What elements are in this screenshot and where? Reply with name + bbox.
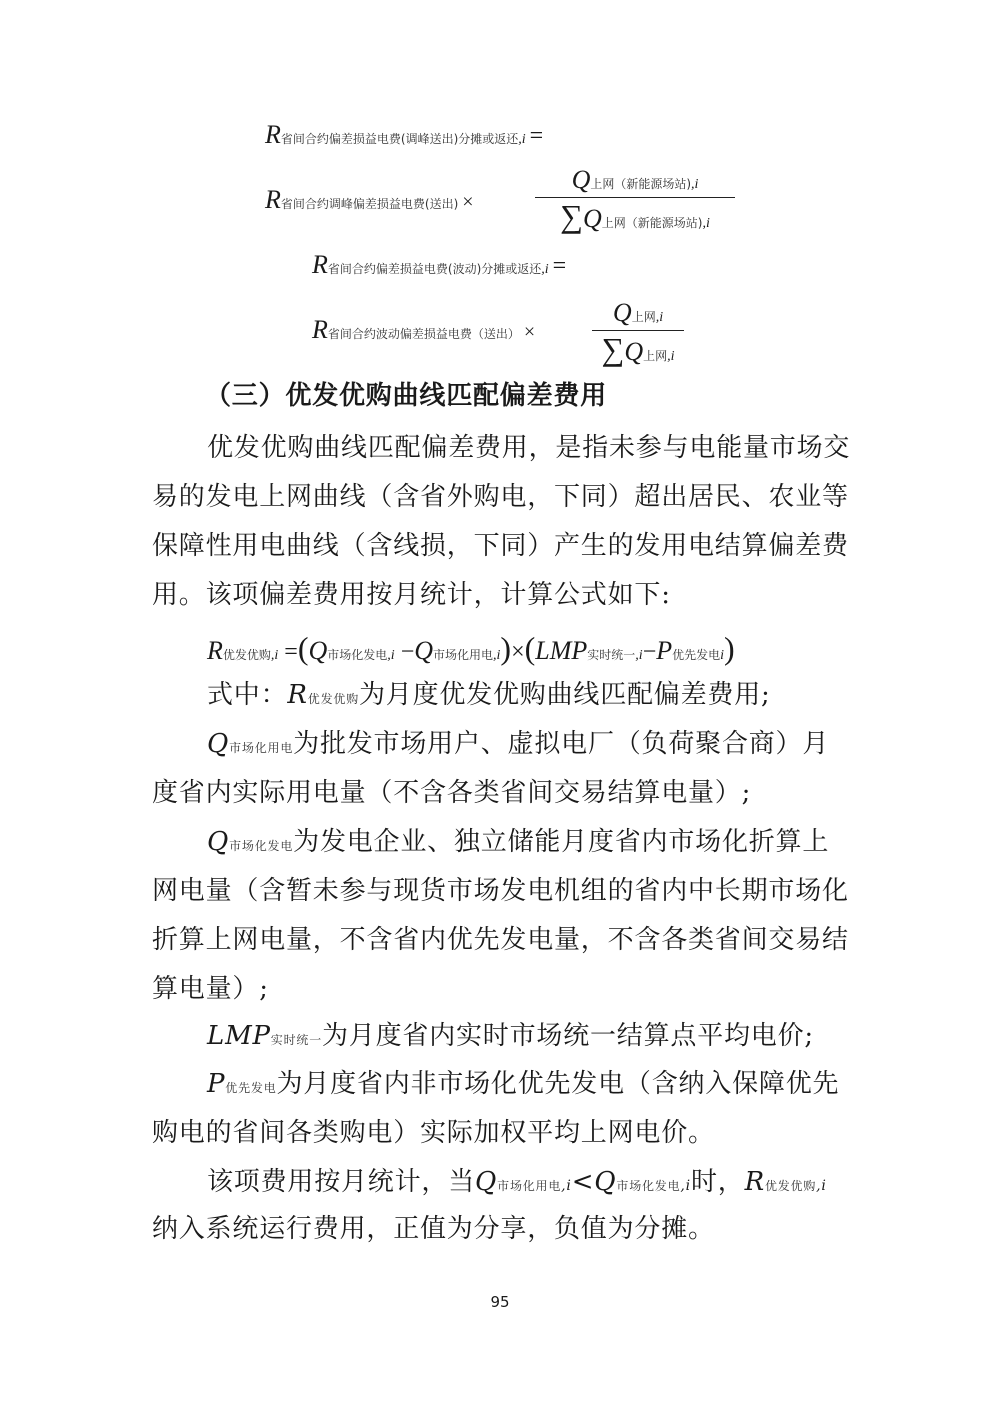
paragraph-line: 用。该项偏差费用按月统计，计算公式如下: — [152, 580, 671, 610]
definition-r: 式中：R优发优购为月度优发优购曲线匹配偏差费用; — [207, 680, 771, 710]
formula-1-fraction: Q上网（新能源场站),i ∑Q上网（新能源场站),i — [535, 165, 735, 235]
subscript: 上网 — [631, 310, 656, 324]
paragraph-line: 折算上网电量，不含省内优先发电量，不含各类省间交易结 — [152, 925, 849, 955]
paragraph-line: 纳入系统运行费用，正值为分享，负值为分摊。 — [152, 1214, 715, 1244]
subscript: 实时统一 — [587, 648, 636, 662]
paragraph-line: 保障性用电曲线（含线损，下同）产生的发用电结算偏差费 — [152, 531, 849, 561]
subscript: 省间合约波动偏差损益电费（送出） — [327, 327, 520, 341]
subscript: 上网（新能源场站) — [601, 216, 703, 230]
formula-1-lhs: R省间合约偏差损益电费(调峰送出)分摊或返还,i = — [265, 120, 544, 149]
formula-2-lhs: R省间合约偏差损益电费(波动)分摊或返还,i = — [312, 250, 567, 279]
paragraph-line: 算电量）; — [152, 974, 269, 1004]
closing-line: 该项费用按月统计，当Q市场化用电,i<Q市场化发电,i时，R优发优购,i — [207, 1167, 827, 1197]
subscript: 上网（新能源场站) — [590, 177, 692, 191]
subscript: 优先发电 — [672, 648, 721, 662]
main-formula: R优发优购,i =(Q市场化发电,i −Q市场化用电,i)×(LMP实时统一,i−P优先发电i) — [207, 630, 735, 666]
definition-lmp: LMP实时统一为月度省内实时市场统一结算点平均电价; — [207, 1021, 814, 1051]
paragraph-line: 优发优购曲线匹配偏差费用，是指未参与电能量市场交 — [207, 433, 851, 463]
formula-2-rhs: R省间合约波动偏差损益电费（送出） × — [312, 315, 536, 344]
paragraph-line: 易的发电上网曲线（含省外购电，下同）超出居民、农业等 — [152, 482, 849, 512]
subscript: 市场化发电 — [327, 648, 388, 662]
subscript: 省间合约偏差损益电费(调峰送出)分摊或返还 — [280, 132, 519, 146]
subscript: 优发优购 — [222, 648, 271, 662]
definition-p: P优先发电为月度省内非市场化优先发电（含纳入保障优先 — [207, 1069, 840, 1099]
subscript: 省间合约偏差损益电费(波动)分摊或返还 — [327, 262, 542, 276]
section-heading: （三）优发优购曲线匹配偏差费用 — [205, 381, 608, 411]
paragraph-line: 网电量（含暂未参与现货市场发电机组的省内中长期市场化 — [152, 876, 849, 906]
subscript: 上网 — [643, 349, 668, 363]
subscript: 省间合约调峰偏差损益电费(送出) — [280, 197, 459, 211]
subscript: 市场化用电 — [433, 648, 494, 662]
page-number: 95 — [490, 1293, 510, 1311]
definition-q-use: Q市场化用电为批发市场用户、虚拟电厂（负荷聚合商）月 — [207, 729, 830, 759]
paragraph-line: 度省内实际用电量（不含各类省间交易结算电量）; — [152, 778, 752, 808]
definition-q-gen: Q市场化发电为发电企业、独立储能月度省内市场化折算上 — [207, 827, 830, 857]
paragraph-line: 购电的省间各类购电）实际加权平均上网电价。 — [152, 1118, 715, 1148]
formula-1-rhs: R省间合约调峰偏差损益电费(送出) × — [265, 185, 474, 214]
formula-2-fraction: Q上网,i ∑Q上网,i — [592, 298, 684, 368]
